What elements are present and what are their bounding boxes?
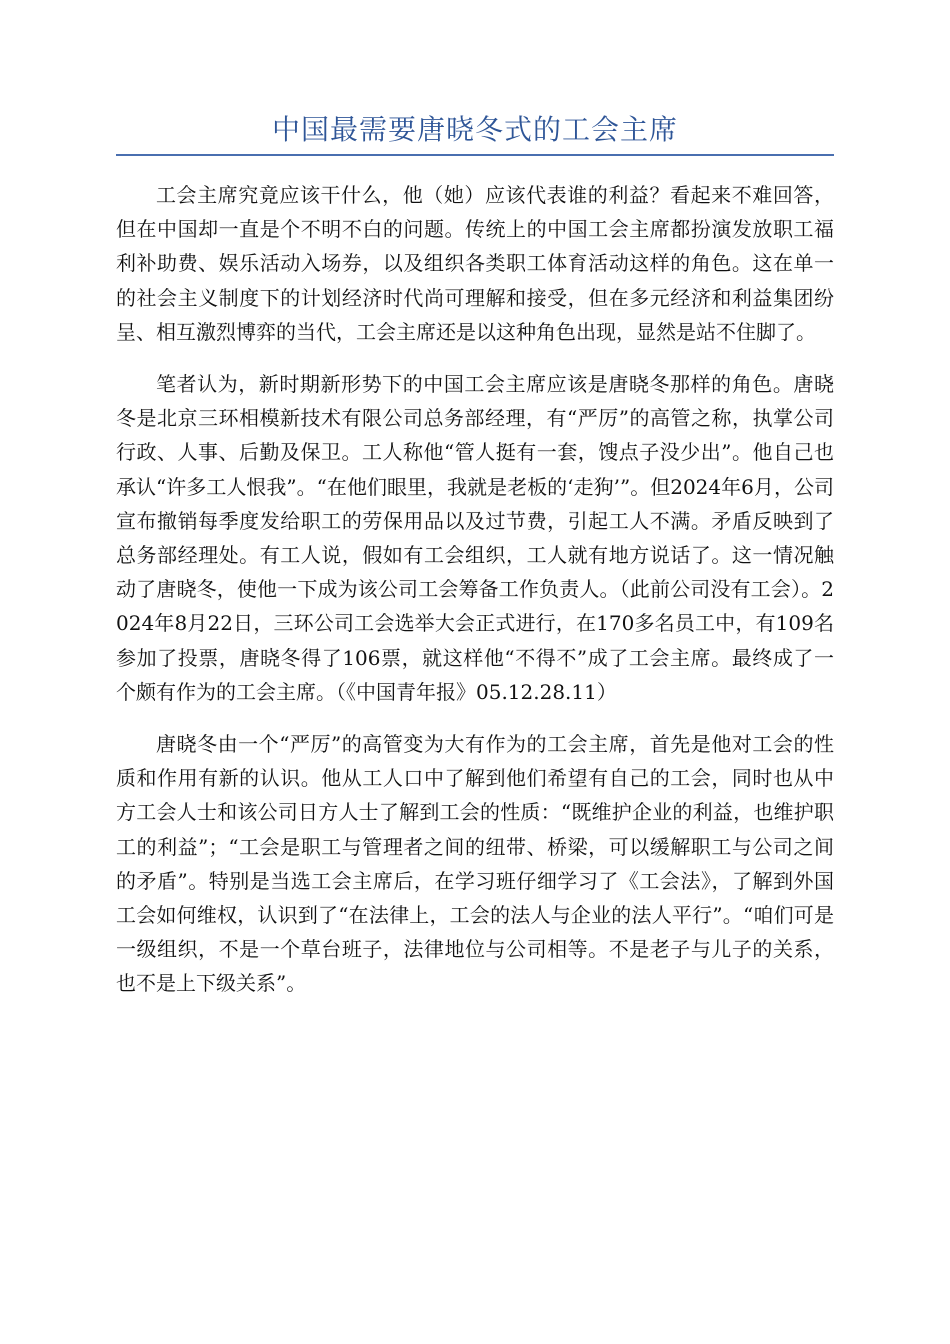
document-body <box>116 178 834 1019</box>
paragraph-3: 唐晓冬由一个“严厉”的高管变为大有作为的工会主席，首先是他对工会的性质和作用有新的认识。他从工人口中了解到他们希望有自己的工会，同时也从中方工会人士和该公司日方人士了解到工会的性质：“既维护企业的利益，也维护职工的利益”；“工会是职工与管理者之间的纽带、桥梁，可以缓解职工与公司之间的矛盾”。特别是当选工会主席后，在学习班仔细学习了《工会法》，了解到外国工会如何维权，认识到了“在法律上，工会的法人与企业的法人平行”。“咱们可是一级组织，不是一个草台班子，法律地位与公司相等。不是老子与儿子的关系，也不是上下级关系”。 <box>116 732 834 996</box>
paragraph-2: 笔者认为，新时期新形势下的中国工会主席应该是唐晓冬那样的角色。唐晓冬是北京三环相模新技术有限公司总务部经理，有“严厉”的高管之称，执掌公司行政、人事、后勤及保卫。工人称他“管人挺有一套，馊点子没少出”。他自己也承认“许多工人恨我”。“在他们眼里，我就是老板的‘走狗’”。但2024年6月，公司宣布撤销每季度发给职工的劳保用品以及过节费，引起工人不满。矛盾反映到了总务部经理处。有工人说，假如有工会组织，工人就有地方说话了。这一情况触动了唐晓冬，使他一下成为该公司工会筹备工作负责人。（此前公司没有工会）。2024年8月22日，三环公司工会选举大会正式进行，在170多名员工中，有109名参加了投票，唐晓冬得了106票，就这样他“不得不”成了工会主席。最终成了一个颇有作为的工会主席。（《中国青年报》05.12.28.11） <box>116 372 834 704</box>
document-title: 中国最需要唐晓冬式的工会主席 <box>271 113 678 146</box>
title-underline <box>116 154 834 156</box>
paragraph-1: 工会主席究竟应该干什么，他（她）应该代表谁的利益？看起来不难回答，但在中国却一直是个不明不白的问题。传统上的中国工会主席都扮演发放职工福利补助费、娱乐活动入场券，以及组织各类职工体育活动这样的角色。这在单一的社会主义制度下的计划经济时代尚可理解和接受，但在多元经济和利益集团纷呈、相互激烈博弈的当代，工会主席还是以这种角色出现，显然是站不住脚了。 <box>116 183 834 344</box>
